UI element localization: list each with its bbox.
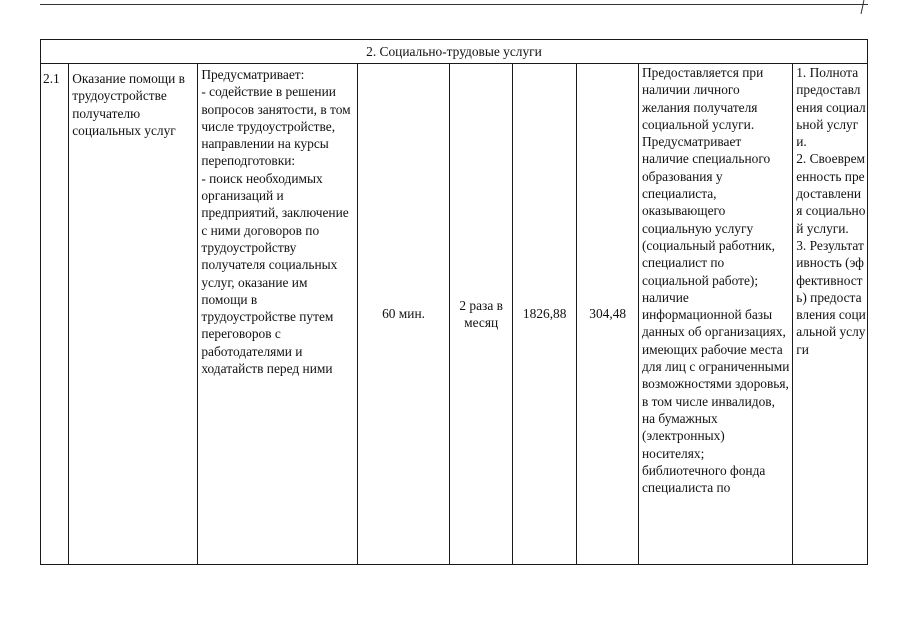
service-name-cell xyxy=(69,64,198,565)
quality-criteria: 1. Полнота предоставления социальной услуги. 2. Своевременность предоставления социальной услуги. 3. Результативность (эффективность) предоставления социальной услуги xyxy=(796,65,866,357)
cost-cell xyxy=(577,64,639,565)
top-border-line xyxy=(40,4,868,5)
corner-mark xyxy=(861,0,865,14)
tariff-cell xyxy=(512,64,577,565)
tariff-value: 1826,88 xyxy=(522,306,567,322)
section-title: 2. Социально-трудовые услуги xyxy=(366,43,542,59)
service-conditions: Предоставляется при наличии личного желания получателя социальной услуги. Предусматривает наличие специального образования у специалиста, оказывающего социальную услугу (социальный работник, специалист по социальной работе); наличие информационной базы данных об организациях, имеющих рабочие места для лиц с ограниченными возможностями здоровья, в том числе инвалидов, на бумажных (электронных) носителях; библиотечного фонда специалиста по xyxy=(641,65,790,496)
service-description-cell xyxy=(198,64,357,565)
row-number: 2.1 xyxy=(43,71,60,86)
conditions-cell xyxy=(638,64,792,565)
frequency-value: 2 раза в месяц xyxy=(459,297,503,330)
cost-value: 304,48 xyxy=(589,306,627,322)
row-number-cell xyxy=(41,64,69,565)
services-table xyxy=(40,39,868,565)
service-name: Оказание помощи в трудоустройстве получателю социальных услуг xyxy=(72,71,185,138)
duration-cell xyxy=(357,64,450,565)
frequency-cell xyxy=(450,64,513,565)
duration-value: 60 мин. xyxy=(382,306,425,322)
section-header xyxy=(41,40,868,64)
table-row xyxy=(41,64,868,565)
service-description: Предусматривает: - содействие в решении вопросов занятости, в том числе трудоустройстве, направлении на курсы переподготовки: - поиск необходимых организаций и предприятий, заключение с ними договоров по трудоустройству получателя социальных услуг, оказание им помощи в трудоустройстве путем переговоров с работодателями и ходатайств перед ними xyxy=(201,67,351,377)
criteria-cell xyxy=(793,64,868,565)
